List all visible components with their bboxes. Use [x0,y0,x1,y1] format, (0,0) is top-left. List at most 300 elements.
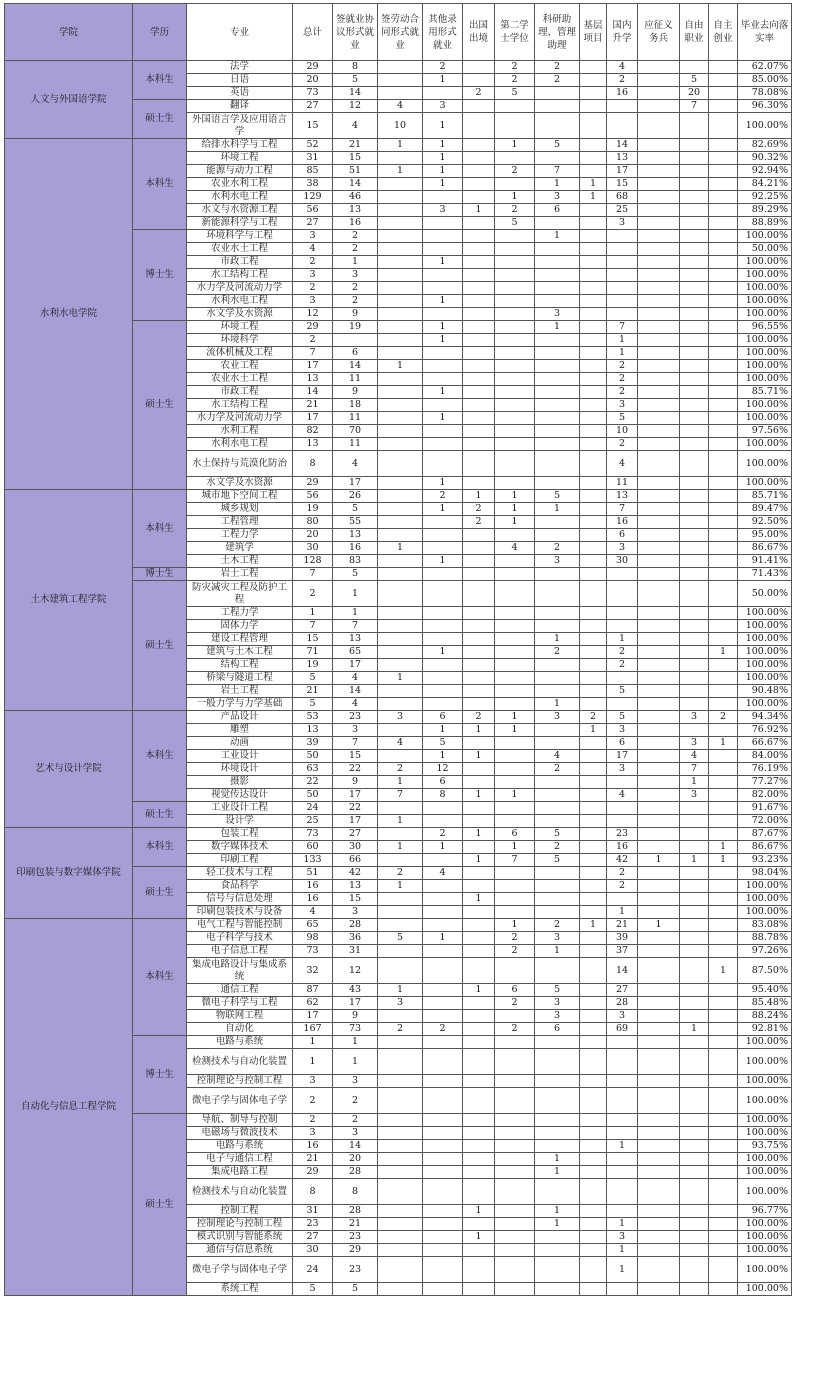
value-cell: 2 [378,1023,423,1036]
value-cell: 7 [607,321,638,334]
value-cell: 1 [495,724,535,737]
header-degree: 学历 [133,4,187,61]
value-cell [495,100,535,113]
major-cell: 桥梁与隧道工程 [187,672,293,685]
header-freelance: 自由职业 [680,4,709,61]
value-cell: 16 [333,217,378,230]
value-cell [463,737,495,750]
value-cell [463,412,495,425]
value-cell: 12 [333,100,378,113]
value-cell: 31 [293,1205,333,1218]
value-cell: 17 [607,750,638,763]
value-cell [423,620,463,633]
value-cell [638,763,680,776]
header-total: 总计 [293,4,333,61]
value-cell: 1 [423,74,463,87]
value-cell: 5 [333,74,378,87]
value-cell [535,568,580,581]
value-cell [607,113,638,139]
value-cell [638,412,680,425]
value-cell: 2 [535,74,580,87]
header-self-employed: 自主创业 [709,4,738,61]
value-cell [580,815,607,828]
value-cell [680,906,709,919]
value-cell [535,620,580,633]
value-cell [709,802,738,815]
value-cell [535,1036,580,1049]
value-cell [680,1036,709,1049]
value-cell [638,1023,680,1036]
table-body [5,61,792,1296]
value-cell [535,113,580,139]
value-cell [423,1114,463,1127]
value-cell: 6 [333,347,378,360]
value-cell: 5 [333,503,378,516]
value-cell [495,750,535,763]
major-cell: 市政工程 [187,256,293,269]
value-cell [378,74,423,87]
value-cell: 1 [709,854,738,867]
rate-cell: 100.00% [738,230,792,243]
rate-cell: 89.47% [738,503,792,516]
value-cell: 1 [293,1036,333,1049]
value-cell [638,958,680,984]
major-cell: 食品科学 [187,880,293,893]
value-cell [535,360,580,373]
value-cell [463,334,495,347]
value-cell: 2 [293,282,333,295]
value-cell [709,61,738,74]
rate-cell: 100.00% [738,1283,792,1296]
value-cell [378,87,423,100]
value-cell: 11 [333,373,378,386]
value-cell: 12 [423,763,463,776]
value-cell [495,685,535,698]
value-cell [333,334,378,347]
value-cell [580,113,607,139]
value-cell: 2 [463,516,495,529]
major-cell: 市政工程 [187,386,293,399]
value-cell [580,555,607,568]
value-cell [580,880,607,893]
value-cell [580,763,607,776]
value-cell [423,282,463,295]
rate-cell: 91.41% [738,555,792,568]
value-cell [580,100,607,113]
value-cell: 52 [293,139,333,152]
value-cell: 133 [293,854,333,867]
value-cell: 13 [333,204,378,217]
value-cell: 8 [423,789,463,802]
table-row [5,139,792,152]
value-cell [580,1010,607,1023]
rate-cell: 100.00% [738,295,792,308]
value-cell: 7 [293,568,333,581]
value-cell [495,243,535,256]
value-cell: 12 [333,958,378,984]
value-cell: 1 [680,1023,709,1036]
value-cell [423,308,463,321]
value-cell [463,178,495,191]
major-cell: 土木工程 [187,555,293,568]
value-cell: 1 [463,490,495,503]
value-cell [709,529,738,542]
major-cell: 检测技术与自动化装置 [187,1049,293,1075]
value-cell [495,698,535,711]
value-cell [378,750,423,763]
value-cell [378,490,423,503]
major-cell: 城市地下空间工程 [187,490,293,503]
header-abroad: 出国出境 [463,4,495,61]
value-cell: 1 [495,919,535,932]
value-cell: 6 [607,529,638,542]
value-cell: 56 [293,204,333,217]
degree-cell: 硕士生 [133,100,187,139]
value-cell [495,308,535,321]
value-cell [495,412,535,425]
value-cell [580,165,607,178]
value-cell [423,1075,463,1088]
value-cell: 1 [680,776,709,789]
value-cell [638,347,680,360]
value-cell [535,867,580,880]
value-cell [423,425,463,438]
value-cell [423,399,463,412]
value-cell [638,789,680,802]
value-cell [638,646,680,659]
value-cell [638,906,680,919]
value-cell: 69 [607,1023,638,1036]
value-cell [378,1010,423,1023]
value-cell [423,87,463,100]
value-cell: 3 [378,711,423,724]
value-cell [580,672,607,685]
value-cell [580,477,607,490]
value-cell [535,1244,580,1257]
value-cell [680,880,709,893]
college-cell: 自动化与信息工程学院 [5,919,133,1296]
rate-cell: 100.00% [738,1075,792,1088]
value-cell [463,1166,495,1179]
value-cell: 16 [607,841,638,854]
value-cell [378,191,423,204]
value-cell [680,893,709,906]
rate-cell: 82.69% [738,139,792,152]
value-cell [680,581,709,607]
degree-cell: 硕士生 [133,581,187,711]
value-cell [378,256,423,269]
value-cell [580,802,607,815]
value-cell: 3 [293,1127,333,1140]
value-cell: 1 [535,698,580,711]
rate-cell: 100.00% [738,1114,792,1127]
value-cell [378,607,423,620]
value-cell [495,334,535,347]
value-cell: 16 [293,880,333,893]
value-cell: 17 [333,659,378,672]
value-cell [378,308,423,321]
major-cell: 环境科学与工程 [187,230,293,243]
value-cell [463,867,495,880]
value-cell [709,555,738,568]
value-cell [709,100,738,113]
major-cell: 英语 [187,87,293,100]
value-cell: 46 [333,191,378,204]
value-cell [580,867,607,880]
rate-cell: 100.00% [738,269,792,282]
rate-cell: 100.00% [738,334,792,347]
value-cell [580,360,607,373]
value-cell [580,1140,607,1153]
value-cell: 7 [680,100,709,113]
value-cell [709,1140,738,1153]
value-cell [580,256,607,269]
major-cell: 流体机械及工程 [187,347,293,360]
major-cell: 水文学及水资源 [187,308,293,321]
value-cell [378,958,423,984]
value-cell: 1 [333,1036,378,1049]
value-cell [463,672,495,685]
value-cell: 2 [293,581,333,607]
value-cell [495,269,535,282]
value-cell [638,178,680,191]
value-cell: 63 [293,763,333,776]
value-cell [378,1166,423,1179]
value-cell: 1 [423,477,463,490]
value-cell [680,932,709,945]
value-cell [638,984,680,997]
value-cell [638,1283,680,1296]
value-cell [535,1179,580,1205]
value-cell: 1 [423,724,463,737]
value-cell: 15 [333,152,378,165]
value-cell [378,503,423,516]
value-cell: 98 [293,932,333,945]
rate-cell: 100.00% [738,1153,792,1166]
value-cell [423,581,463,607]
major-cell: 水工结构工程 [187,399,293,412]
value-cell: 1 [423,256,463,269]
value-cell [580,581,607,607]
value-cell [709,763,738,776]
rate-cell: 88.78% [738,932,792,945]
value-cell [638,1244,680,1257]
value-cell: 7 [333,620,378,633]
value-cell: 3 [378,997,423,1010]
rate-cell: 100.00% [738,308,792,321]
value-cell [378,516,423,529]
value-cell [580,932,607,945]
value-cell: 9 [333,308,378,321]
value-cell [680,360,709,373]
value-cell [580,997,607,1010]
value-cell [580,750,607,763]
value-cell [535,1231,580,1244]
value-cell: 65 [293,919,333,932]
major-cell: 岩土工程 [187,685,293,698]
value-cell: 1 [463,789,495,802]
value-cell: 2 [333,243,378,256]
value-cell [463,425,495,438]
value-cell: 1 [293,607,333,620]
value-cell: 1 [463,204,495,217]
value-cell: 9 [333,776,378,789]
major-cell: 工业设计工程 [187,802,293,815]
value-cell [638,399,680,412]
value-cell [378,568,423,581]
value-cell [423,958,463,984]
value-cell: 20 [293,529,333,542]
major-cell: 数字媒体技术 [187,841,293,854]
value-cell: 11 [333,438,378,451]
value-cell [423,191,463,204]
value-cell: 15 [293,113,333,139]
value-cell [463,1114,495,1127]
value-cell [495,1036,535,1049]
value-cell [680,451,709,477]
value-cell: 53 [293,711,333,724]
value-cell: 2 [423,490,463,503]
value-cell [463,165,495,178]
value-cell [463,1036,495,1049]
rate-cell: 97.56% [738,425,792,438]
value-cell: 1 [423,412,463,425]
value-cell [580,542,607,555]
value-cell: 1 [463,893,495,906]
value-cell [638,1049,680,1075]
value-cell [580,607,607,620]
value-cell: 7 [607,503,638,516]
table-row [5,711,792,724]
value-cell [423,438,463,451]
value-cell [580,529,607,542]
value-cell [638,880,680,893]
value-cell: 14 [607,139,638,152]
value-cell [680,659,709,672]
major-cell: 一般力学与力学基础 [187,698,293,711]
major-cell: 通信与信息系统 [187,1244,293,1257]
value-cell [638,698,680,711]
value-cell [580,516,607,529]
value-cell: 16 [607,87,638,100]
major-cell: 水利水电工程 [187,438,293,451]
value-cell [463,776,495,789]
value-cell [463,1127,495,1140]
value-cell [535,1049,580,1075]
value-cell: 1 [378,360,423,373]
value-cell [463,282,495,295]
value-cell [709,1088,738,1114]
value-cell [607,607,638,620]
value-cell [535,906,580,919]
value-cell [680,1049,709,1075]
major-cell: 自动化 [187,1023,293,1036]
value-cell: 2 [495,1023,535,1036]
value-cell: 2 [580,711,607,724]
value-cell: 24 [293,1257,333,1283]
value-cell: 1 [580,178,607,191]
value-cell [607,282,638,295]
header-college: 学院 [5,4,133,61]
major-cell: 建筑学 [187,542,293,555]
value-cell [423,269,463,282]
value-cell: 21 [607,919,638,932]
major-cell: 印刷包装技术与设备 [187,906,293,919]
value-cell [535,1088,580,1114]
value-cell: 56 [293,490,333,503]
rate-cell: 91.67% [738,802,792,815]
value-cell [680,295,709,308]
table-row [5,490,792,503]
value-cell [378,295,423,308]
value-cell [680,555,709,568]
value-cell [580,1218,607,1231]
value-cell [580,685,607,698]
degree-cell: 本科生 [133,711,187,802]
value-cell [638,256,680,269]
value-cell [378,633,423,646]
value-cell [638,724,680,737]
degree-cell: 博士生 [133,230,187,321]
major-cell: 水利水电工程 [187,295,293,308]
value-cell: 2 [607,386,638,399]
major-cell: 微电子学与固体电子学 [187,1257,293,1283]
value-cell: 14 [333,360,378,373]
value-cell [709,113,738,139]
value-cell [709,750,738,763]
value-cell: 7 [293,347,333,360]
value-cell [378,269,423,282]
value-cell [709,139,738,152]
value-cell [680,1283,709,1296]
value-cell [535,776,580,789]
rate-cell: 100.00% [738,1049,792,1075]
value-cell [680,698,709,711]
value-cell [378,1036,423,1049]
value-cell [378,906,423,919]
value-cell: 4 [680,750,709,763]
value-cell [638,191,680,204]
value-cell [378,425,423,438]
value-cell [378,919,423,932]
value-cell [495,282,535,295]
value-cell [463,1283,495,1296]
value-cell: 4 [378,737,423,750]
value-cell [580,295,607,308]
value-cell: 83 [333,555,378,568]
rate-cell: 100.00% [738,1244,792,1257]
rate-cell: 84.21% [738,178,792,191]
value-cell [580,789,607,802]
value-cell: 3 [293,1075,333,1088]
value-cell [463,555,495,568]
value-cell: 23 [333,711,378,724]
rate-cell: 66.67% [738,737,792,750]
value-cell [463,997,495,1010]
major-cell: 水工结构工程 [187,269,293,282]
value-cell: 73 [293,828,333,841]
value-cell: 4 [607,61,638,74]
value-cell [423,243,463,256]
major-cell: 农业水利工程 [187,178,293,191]
value-cell: 70 [333,425,378,438]
value-cell [638,451,680,477]
rate-cell: 100.00% [738,1179,792,1205]
value-cell: 20 [293,74,333,87]
value-cell [463,399,495,412]
value-cell [709,87,738,100]
major-cell: 岩土工程 [187,568,293,581]
